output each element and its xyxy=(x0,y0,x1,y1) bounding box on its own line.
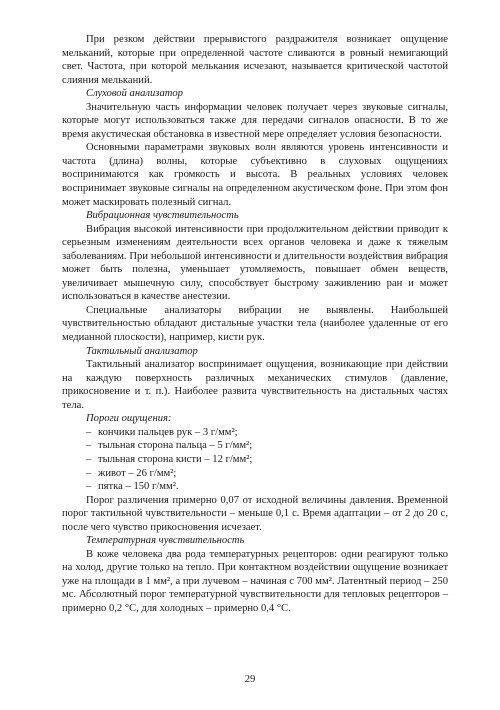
paragraph-vibration-1: Вибрация высокой интенсивности при продолжительном действии приводит к серьезным изменениям деятельности всех органов человека и даже к тяжелым заболеваниям. При небольшой интенсивности и длительности воздействия вибрация может быть полезна, уменьшает утомляемость, повышает обмен веществ, увеличивает мышечную силу, способствует быстрому заживлению ран и может использоваться в качестве анестезии. xyxy=(62,223,448,303)
paragraph-auditory-2: Основными параметрами звуковых волн являются уровень интенсивности и частота (длина) волны, которые субъективно в слуховых ощущениях воспринимаются как громкость и высота. В реальных условиях человек воспринимает звуковые сигналы на определенном акустическом фоне. При этом фон может маскировать полезный сигнал. xyxy=(62,142,448,208)
list-dash: – xyxy=(86,440,92,452)
page-body xyxy=(62,33,448,616)
threshold-text: тыльная сторона пальца – 5 г/мм²; xyxy=(98,440,253,452)
threshold-text: пятка – 150 г/мм². xyxy=(98,481,179,493)
paragraph-auditory-1: Значительную часть информации человек получает через звуковые сигналы, которые могут использоваться также для передачи сигналов опасности. В то же время акустическая обстановка в известной мере определяет условия безопасности. xyxy=(62,101,448,140)
threshold-list xyxy=(62,426,448,494)
page-number: 29 xyxy=(244,674,256,685)
heading-auditory: Слуховой анализатор xyxy=(86,88,183,100)
list-dash: – xyxy=(86,426,92,438)
list-item xyxy=(86,480,448,494)
paragraph-tactile: Тактильный анализатор воспринимает ощущения, возникающие при действии на каждую поверхность различных механических стимулов (давление, прикосновение и т. п.). Наиболее развита чувствительность на дистальных частях тела. xyxy=(62,359,448,411)
paragraph-discrimination: Порог различения примерно 0,07 от исходной величины давления. Временной порог тактильной чувствительности – меньше 0,1 с. Время адаптации – от 2 до 20 с, после чего чувство прикосновения исчезает. xyxy=(62,494,448,533)
list-dash: – xyxy=(86,481,92,493)
threshold-text: живот – 26 г/мм²; xyxy=(98,467,177,479)
heading-thresholds: Пороги ощущения: xyxy=(86,413,172,425)
list-item xyxy=(86,453,448,467)
threshold-text: тыльная сторона кисти – 12 г/мм²; xyxy=(98,453,253,465)
list-dash: – xyxy=(86,453,92,465)
heading-vibration: Вибрационная чувствительность xyxy=(86,210,239,222)
paragraph-temperature: В коже человека два рода температурных рецепторов: одни реагируют только на холод, другие только на тепло. При контактном воздействии ощущение возникает уже на площади в 1 мм², а при лучевом – начиная с 700 мм². Латентный период – 250 мс. Абсолютный порог температурной чувствительности для тепловых рецепторов – примерно 0,2 °С, для холодных – примерно 0,4 °С. xyxy=(62,548,448,614)
list-item xyxy=(86,426,448,440)
list-dash: – xyxy=(86,467,92,479)
heading-temperature: Температурная чувствительность xyxy=(86,535,245,547)
paragraph-flicker: При резком действии прерывистого раздражителя возникает ощущение мельканий, которые при определенной частоте сливаются в ровный немигающий свет. Частота, при которой мелькания исчезают, называется критической частотой слияния мельканий. xyxy=(62,34,448,86)
list-item xyxy=(86,439,448,453)
list-item xyxy=(86,467,448,481)
heading-tactile: Тактильный анализатор xyxy=(86,345,198,357)
threshold-text: кончики пальцев рук – 3 г/мм²; xyxy=(98,426,238,438)
paragraph-vibration-2: Специальные анализаторы вибрации не выявлены. Наибольшей чувствительностью обладают дистальные участки тела (наиболее удаленные от его медианной плоскости), например, кисти рук. xyxy=(62,304,448,344)
